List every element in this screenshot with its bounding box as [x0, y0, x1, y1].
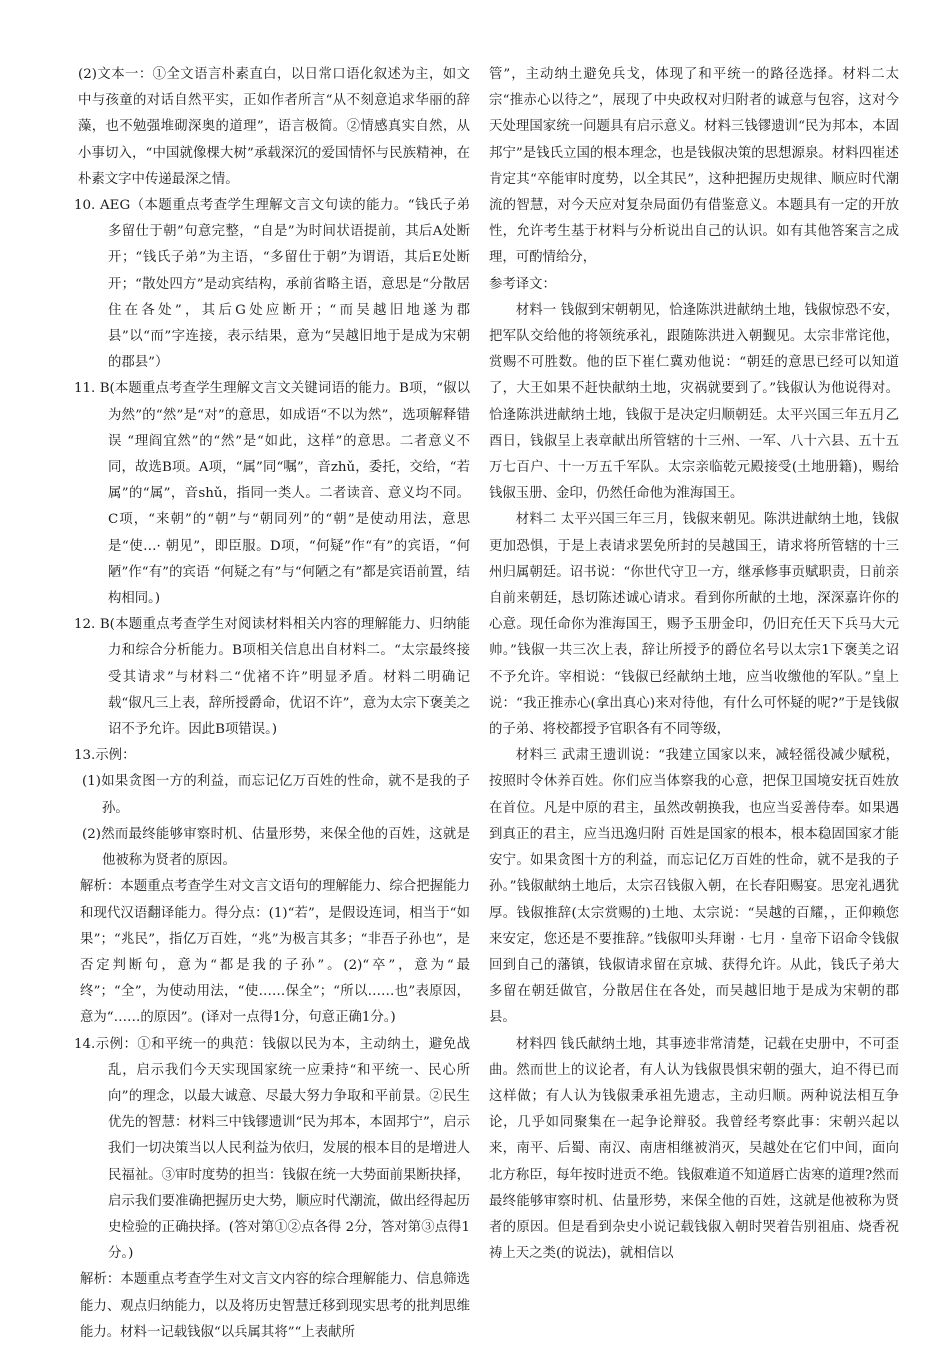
answer-12: 12. B(本题重点考查学生对阅读材料相关内容的理解能力、归纳能力和综合分析能力。B项相关信息出自材料二。“太宗最终接受其请求”与材料二“优褚不许”明显矛盾。材料二明确记载“俶凡三上表，辞所授爵命，优诏不许”，意为太宗下褒美之诏不予允许。因此B项错误。): [74, 617, 470, 738]
translation-material-2: 材料二 太平兴国三年三月，钱俶来朝见。陈洪进献纳土地，钱俶更加恐惧，于是上表请求罢免所封的吴越国王，请求将所管辖的十三州归属朝廷。诏书说：“你世代守卫一方，继承修事贡赋职责，日前亲自前来朝廷，恳切陈述诚心请求。看到你所献的土地，深深嘉许你的心意。现任命你为淮海国王，赐予玉册金印，仍旧充任天下兵马大元帅。”钱俶一共三次上表，辞让所授予的爵位名号以太宗1下褒美之诏不予允许。宰相说：“钱俶已经献纳土地，应当收缴他的军队。”皇上说：“我正推赤心(拿出真心)来对待他，有什么可怀疑的呢?”于是钱俶的子弟、将校都授予官职各有不同等级，: [489, 512, 899, 738]
answer-9-2: (2)文本一：①全文语言朴素直白，以日常口语化叙述为主，如文中与孩童的对话自然平实，正如作者所言“从不刻意追求华丽的辞藻，也不勉强堆砌深奥的道理”，语言极简。②情感真实自然，从小事切入，“中国就像棵大树”承载深沉的爱国情怀与民族精神，在朴素文字中传递最深之情。: [78, 67, 470, 187]
answer-14-analysis-continued: 管”，主动纳土避免兵戈，体现了和平统一的路径选择。材料二太宗“推赤心以待之”，展现了中央政权对归附者的诚意与包容，这对今天处理国家统一问题具有启示意义。材料三钱镠遗训“民为邦本，本固邦宁”是钱氏立国的根本理念，也是钱俶决策的思想源泉。材料四崔述肯定其“卒能审时度势，以全其民”，这种把握历史规律、顺应时代潮流的智慧，对今天应对复杂局面仍有借鉴意义。本题具有一定的开放性，允许考生基于材料与分析说出自己的认识。如有其他答案言之成理，可酌情给分，: [489, 67, 899, 266]
answer-13-1: (1)如果贪图一方的利益，而忘记亿万百姓的性命，就不是我的子孙。: [82, 774, 470, 816]
answer-14-analysis: 解析：本题重点考查学生对文言文内容的综合理解能力、信息筛选能力、观点归纳能力，以及将历史智慧迁移到现实思考的批判思维能力。材料一记载钱俶“以兵属其将”“上表献所: [80, 1272, 470, 1340]
answer-13-analysis: 解析：本题重点考查学生对文言文语句的理解能力、综合把握能力和现代汉语翻译能力。得分点：(1)“若”，是假设连词，相当于“如果”；“兆民”，指亿万百姓，“兆”为极言其多；“非吾子孙也”，是否定判断句，意为“都是我的子孙”。(2)“卒”，意为“最终”；“全”，为使动用法，“使……保全”；“所以……也”表原因，意为“……的原因”。(译对一点得1分，句意正确1分。): [80, 879, 470, 1026]
answer-11: 11. B(本题重点考查学生理解文言文关键词语的能力。B项，“俶以为然”的“然”是“对”的意思，如成语“不以为然”，选项解释错误 “理阎宜然”的“然”是“如此，这样”的意思。二者意义不同，故选B项。A项，“属”同“嘱”，音zhǔ，委托，交给，“若属”的“属”，音shǔ，指同一类人。二者读音、意义均不同。C项，“来朝”的“朝”与“朝同列”的“朝”是使动用法，意思是“使…· 朝见”，即臣服。D项，“何疑”作“有”的宾语，“何陋”作“有”的宾语 “何疑之有”与“何陋之有”都是宾语前置，结构相同。): [74, 381, 470, 607]
translation-material-4: 材料四 钱氏献纳土地，其事迹非常清楚，记载在史册中，不可歪曲。然而世上的议论者，有人认为钱俶畏惧宋朝的强大，迫不得已而这样做；有人认为钱俶秉承祖先遗志，主动归顺。两种说法相互争论，几乎如同聚集在一起争论辩驳。我曾经考察此事：宋朝兴起以来，南平、后蜀、南汉、南唐相继被消灭，吴越处在它们中间，面向北方称臣，每年按时进贡不绝。钱俶难道不知道唇亡齿寒的道理?然而最终能够审察时机、估量形势，来保全他的百姓，这就是他被称为贤者的原因。但是看到杂史小说记载钱俶入朝时哭着告别祖庙、烧香祝祷上天之类(的说法)，就相信以: [489, 1036, 899, 1262]
translation-heading: 参考译文：: [489, 276, 556, 292]
translation-material-3: 材料三 武肃王遗训说：“我建立国家以来，减轻徭役减少赋税，按照时令休养百姓。你们应当体察我的心意，把保卫国境安抚百姓放在首位。凡是中原的君主，虽然改朝换我，也应当妥善侍奉。如果遇到真正的君主，应当迅逸归附 百姓是国家的根本，根本稳固国家才能安宁。如果贪图十方的利益，而忘记亿万百姓的性命，就不是我的子孙。”钱俶献纳土地后，太宗召钱俶入朝，在长春阳赐宴。思宠礼遇犹厚。钱俶推辞(太宗赏赐的)土地、太宗说：“吴越的百耀，，正仰赖您来安定，您还是不要推辞。”钱俶叩头拜谢 · 七月 · 皇帝下诏命令钱俶回到自己的藩镇，钱俶请求留在京城、获得允许。从此，钱氏子弟大多留在朝廷做官，分散居住在各处，而吴越旧地于是成为宋朝的郡县。: [489, 748, 899, 1026]
answer-14: 14.示例：①和平统一的典范：钱俶以民为本，主动纳土，避免战乱，启示我们今天实现国家统一应秉持“和平统一、民心所向”的理念，以最大诚意、尽最大努力争取和平前景。②民生优先的智慧：材料三中钱镠遗训“民为邦本，本固邦宁”，启示我们一切决策当以人民利益为依归，发展的根本目的是增进人民福祉。③审时度势的担当：钱俶在统一大势面前果断抉择，启示我们要准确把握历史大势，顺应时代潮流，做出经得起历史检验的正确抉择。(答对第①②点各得 2分，答对第③点得1分。): [74, 1036, 470, 1262]
answer-10: 10. AEG（本题重点考查学生理解文言文句读的能力。“钱氏子弟多留仕于朝”句意完整，“自是”为时间状语提前，其后A处断开；“钱氏子弟”为主语，“多留仕于朝”为谓语，其后E处断开；“散处四方”是动宾结构，承前省略主语，意思是“分散居住在各处”，其后G处应断开；“而吴越旧地遂为郡县”以“而”字连接，表示结果，意为“吴越旧地于是成为宋朝的郡县”）: [74, 198, 470, 371]
answer-13-heading: 13.示例：: [74, 748, 136, 764]
left-column: [62, 62, 470, 1346]
translation-material-1: 材料一 钱俶到宋朝朝见，恰逢陈洪进献纳土地，钱俶惊恐不安，把军队交给他的将领统承礼，跟随陈洪进入朝觐见。太宗非常诧他，赏赐不可胜数。他的臣下崔仁冀劝他说：“朝廷的意思已经可以知道了，大王如果不赶快献纳土地，灾祸就要到了。”钱俶认为他说得对。恰逢陈洪进献纳土地，钱俶于是决定归顺朝廷。太平兴国三年五月乙酉日，钱俶呈上表章献出所管辖的十三州、一军、八十六县、五十五万七百户、十一万五千军队。太宗亲临乾元殿接受(土地册籍)，赐给钱俶玉册、金印，仍然任命他为淮海国王。: [489, 302, 899, 502]
right-column: [489, 62, 899, 1267]
answer-13-2: (2)然而最终能够审察时机、估量形势，来保全他的百姓，这就是他被称为贤者的原因。: [82, 826, 470, 869]
